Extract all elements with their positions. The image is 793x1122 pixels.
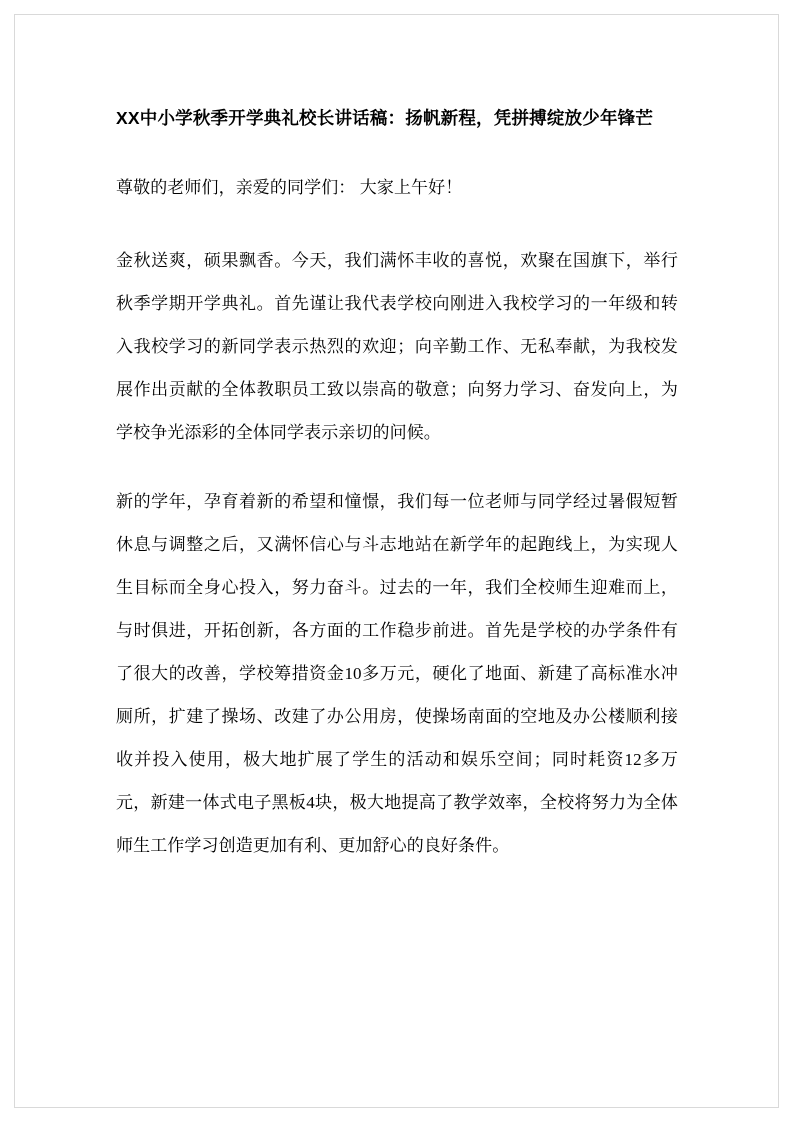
paragraph-greeting: 尊敬的老师们，亲爱的同学们： 大家上午好！	[116, 178, 463, 197]
page-title: XX中小学秋季开学典礼校长讲话稿：扬帆新程，凭拼搏绽放少年锋芒	[116, 108, 654, 128]
paragraph-2: 新的学年，孕育着新的希望和憧憬，我们每一位老师与同学经过暑假短暂休息与调整之后，又满怀信心与斗志地站在新学年的起跑线上，为实现人生目标而全身心投入，努力奋斗。过去的一年，我们全校师生迎难而上，与时俱进，开拓创新，各方面的工作稳步前进。首先是学校的办学条件有了很大的改善，学校筹措资金10多万元，硬化了地面、新建了高标准水冲厕所，扩建了操场、改建了办公用房，使操场南面的空地及办公楼顺利接收并投入使用，极大地扩展了学生的活动和娱乐空间；同时耗资12多万元，新建一体式电子黑板4块，极大地提高了教学效率，全校将努力为全体师生工作学习创造更加有利、更加舒心的良好条件。	[116, 492, 678, 855]
document-body	[116, 96, 678, 867]
paragraph-1: 金秋送爽，硕果飘香。今天，我们满怀丰收的喜悦，欢聚在国旗下，举行秋季学期开学典礼。首先谨让我代表学校向刚进入我校学习的一年级和转入我校学习的新同学表示热烈的欢迎；向辛勤工作、无私奉献，为我校发展作出贡献的全体教职员工致以崇高的敬意；向努力学习、奋发向上，为学校争光添彩的全体同学表示亲切的问候。	[116, 251, 678, 442]
